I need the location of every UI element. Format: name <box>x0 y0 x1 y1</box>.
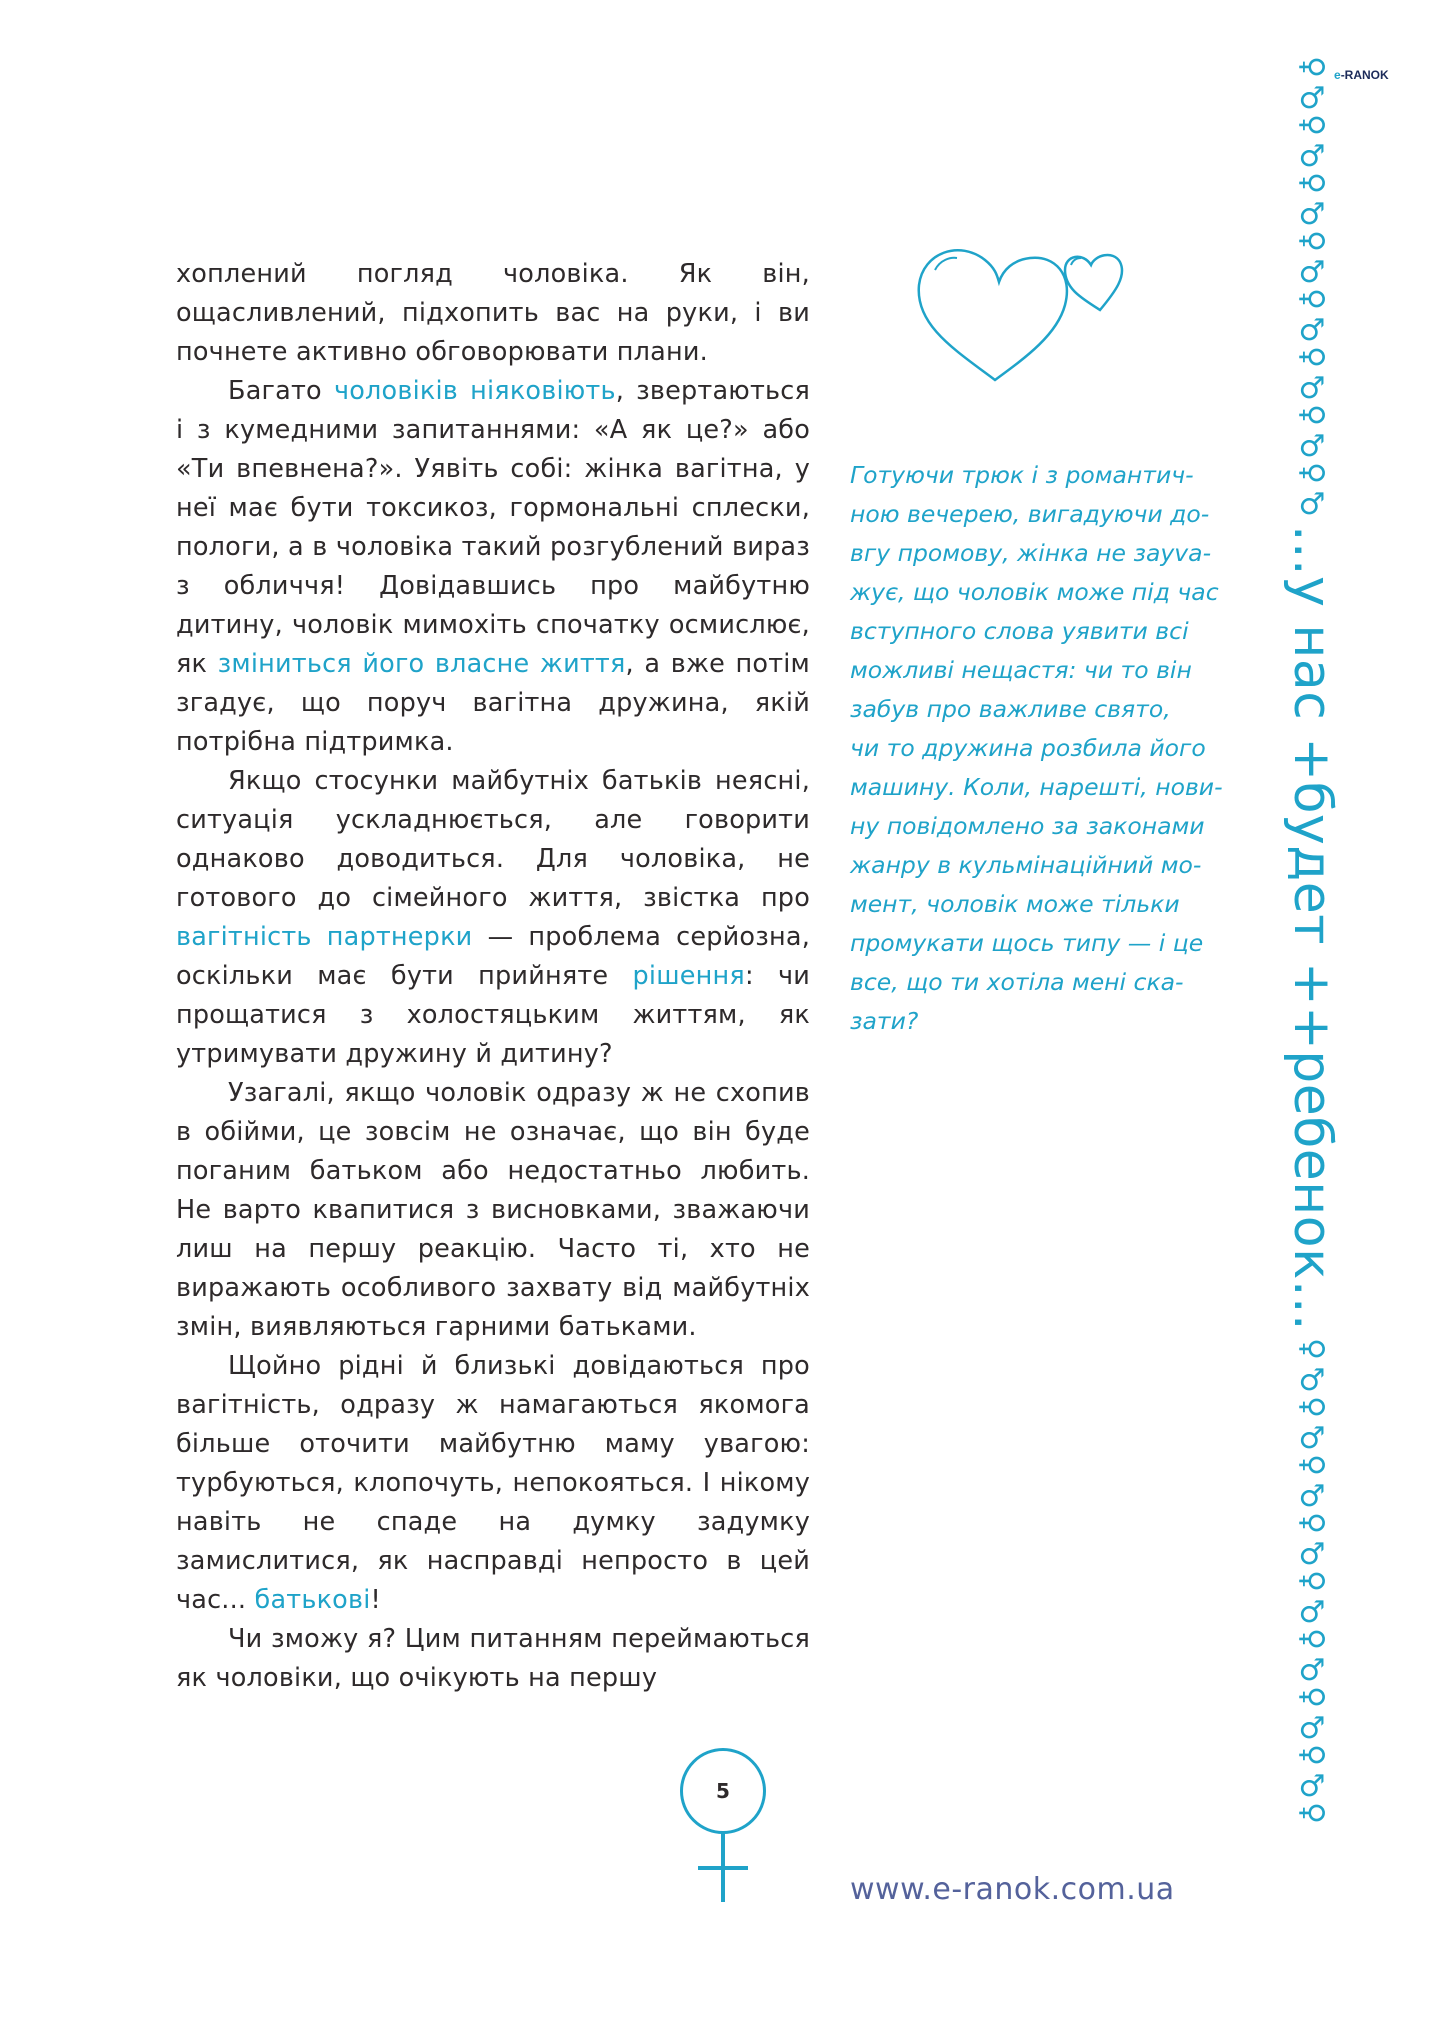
male-symbol-icon: ♂ <box>1298 1769 1326 1805</box>
sidebar-line: ною вечерею, вигадуючи до- <box>850 500 1210 528</box>
female-symbol-icon: ♀ <box>1294 56 1330 79</box>
p3-text-c: : чи прощатися з холостяцьким життям, як утримувати дружину й дитину? <box>176 961 810 1069</box>
paragraph-5 <box>176 1347 810 1620</box>
sidebar-line: Готуючи трюк і з романтич- <box>850 461 1194 489</box>
sidebar-line: вгу промову, жінка не зауva- <box>850 539 1212 567</box>
p2-highlight-life-changes: зміниться його власне життя <box>217 649 626 679</box>
logo-prefix: e <box>1334 68 1341 82</box>
female-symbol-icon: ♀ <box>1294 230 1330 253</box>
female-symbol-icon: ♀ <box>1294 462 1330 485</box>
p5-highlight-father: батькові <box>254 1585 371 1615</box>
female-symbol-icon: ♀ <box>1294 172 1330 195</box>
sidebar-line: забув про важливе свято, <box>850 695 1171 723</box>
female-symbol-icon: ♀ <box>1294 1570 1330 1593</box>
male-symbol-icon: ♂ <box>1298 371 1326 406</box>
female-symbol-icon: ♀ <box>1294 1686 1330 1709</box>
female-symbol-icon: ♀ <box>1294 1338 1330 1361</box>
paragraph-4: Узагалі, якщо чоловік одразу ж не схопив в обійми, це зовсім не означає, що він буде поганим батьком або недостатньо любить. Не варто квапитися з висновками, зважаючи лиш на першу реакцію. Часто ті, хто не виражають особливого захвату від майбутніх змін, виявляються гарними батьками. <box>176 1078 810 1342</box>
sidebar-line: ну повідомлено за законами <box>850 812 1205 840</box>
p5-text-b: ! <box>370 1585 381 1615</box>
female-symbol-icon: ♀ <box>1294 1744 1330 1767</box>
female-symbol-icon <box>680 1830 766 1910</box>
paragraph-3 <box>176 762 810 1074</box>
website-url: www.e-ranok.com.ua <box>850 1872 1175 1907</box>
big-heart-icon <box>919 250 1067 380</box>
male-symbol-icon: ♂ <box>1298 197 1326 232</box>
male-symbol-icon: ♂ <box>1298 1653 1326 1689</box>
sidebar-quote <box>850 456 1260 1041</box>
male-symbol-icon: ♂ <box>1298 139 1326 174</box>
female-symbol-icon: ♀ <box>1294 1512 1330 1535</box>
small-heart-icon <box>1065 255 1122 310</box>
sidebar-line: жанру в кульмінаційний мо- <box>850 851 1202 879</box>
female-symbol-icon: ♀ <box>1294 346 1330 369</box>
male-symbol-icon: ♂ <box>1298 1711 1326 1747</box>
sidebar-line: зати? <box>850 1007 919 1035</box>
male-symbol-icon: ♂ <box>1298 1595 1326 1631</box>
vertical-title: ...у нас +будет ++ребенок... <box>1282 525 1342 1332</box>
hearts-illustration <box>915 230 1145 400</box>
sidebar-line: можливі нещастя: чи то він <box>850 656 1192 684</box>
p3-text-b: — проблема серйозна, оскільки має бути прийняте <box>176 922 810 991</box>
p2-text-a: Багато <box>228 376 334 406</box>
p2-text-b: , звертаються і з кумедними запитаннями: «А як це?» або «Ти впевнена?». Уявіть собі: жінка вагітна, у неї має бути токсикоз, гормональні сплески, пологи, а в чоловіка такий розгублений вираз з обличчя! Довідавшись про майбутню дитину, чоловік мимохіть спочатку осмислює, як <box>176 376 810 679</box>
gender-symbols-top <box>1294 55 1330 522</box>
p2-text-c: , а вже потім згадує, що поруч вагітна дружина, якій потрібна підтримка. <box>176 649 810 757</box>
logo-name: -RANOK <box>1340 68 1389 82</box>
p2-highlight-men-embarrassed: чоловіків ніяковіють <box>333 376 616 406</box>
female-symbol-icon: ♀ <box>1294 1454 1330 1477</box>
female-symbol-icon: ♀ <box>1294 114 1330 137</box>
male-symbol-icon: ♂ <box>1298 1537 1326 1573</box>
paragraph-6: Чи зможу я? Цим питанням переймаються як чоловіки, що очікують на першу <box>176 1624 810 1693</box>
sidebar-line: машину. Коли, нарешті, нови- <box>850 773 1223 801</box>
big-heart-highlight <box>935 258 957 270</box>
decorative-side-strip <box>1282 55 1372 1995</box>
sidebar-line: чи то дружина розбила його <box>850 734 1206 762</box>
male-symbol-icon: ♂ <box>1298 255 1326 290</box>
paragraph-2 <box>176 372 810 762</box>
p3-highlight-decision: рішення <box>632 961 745 991</box>
sidebar-line: жує, що чоловік може під час <box>850 578 1219 606</box>
paragraph-1: хоплений погляд чоловіка. Як він, ощасливлений, підхопить вас на руки, і ви почнете активно обговорювати плани. <box>176 259 810 367</box>
male-symbol-icon: ♂ <box>1298 1363 1326 1399</box>
gender-symbols-column <box>1282 55 1342 1995</box>
sidebar-line: мент, чоловік може тільки <box>850 890 1180 918</box>
page-number: 5 <box>680 1748 766 1834</box>
p3-highlight-pregnancy: вагітність партнерки <box>176 922 473 952</box>
female-symbol-icon: ♀ <box>1294 1396 1330 1419</box>
female-symbol-icon: ♀ <box>1294 1628 1330 1651</box>
p5-text-a: Щойно рідні й близькі довідаються про вагітність, одразу ж намагаються якомога більше оточити майбутню маму увагою: турбуються, клопочуть, непокояться. І нікому навіть не спаде на думку задумку замислитися, як насправді непросто в цей час... <box>176 1351 810 1615</box>
sidebar-line: все, що ти хотіла мені ска- <box>850 968 1184 996</box>
female-symbol-icon: ♀ <box>1294 288 1330 311</box>
male-symbol-icon: ♂ <box>1298 429 1326 464</box>
male-symbol-icon: ♂ <box>1298 81 1326 116</box>
sidebar-line: вступного слова уявити всі <box>850 617 1189 645</box>
gender-symbols-bottom <box>1294 1337 1330 1830</box>
sidebar-line: промукати щось типу — і це <box>850 929 1204 957</box>
male-symbol-icon: ♂ <box>1298 487 1326 522</box>
male-symbol-icon: ♂ <box>1298 1479 1326 1515</box>
p3-text-a: Якщо стосунки майбутніх батьків неясні, ситуація ускладнюється, але говорити однаково доводиться. Для чоловіка, не готового до сімейного життя, звістка про <box>176 766 810 913</box>
male-symbol-icon: ♂ <box>1298 313 1326 348</box>
main-article-text <box>176 255 810 1698</box>
male-symbol-icon: ♂ <box>1298 1421 1326 1457</box>
female-symbol-icon: ♀ <box>1294 404 1330 427</box>
female-symbol-icon: ♀ <box>1294 1802 1330 1825</box>
